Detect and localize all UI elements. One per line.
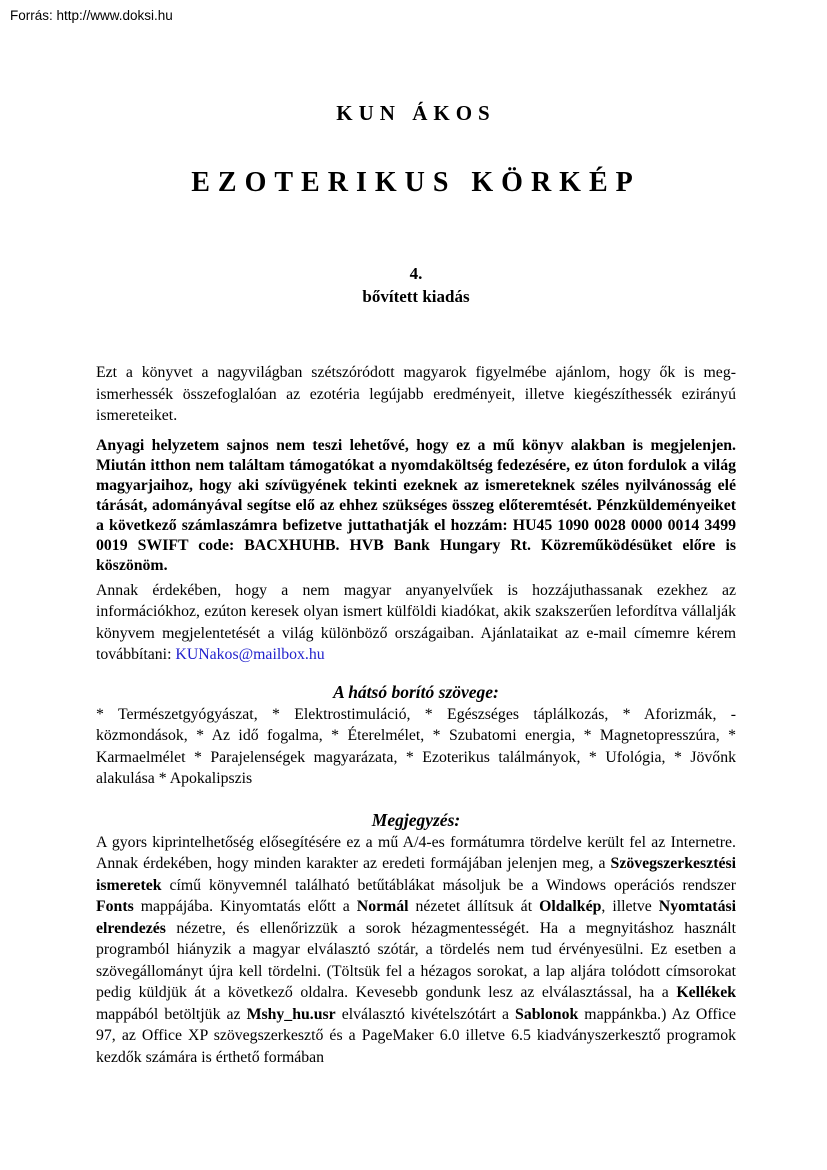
text-run: Annak érdekében, hogy a nem magyar anyanyelvűek is hozzájuthassanak ezekhez az információkhoz, ezúton keresek olyan ismert külföldi kiadókat, akik szakszerűen lefordítva vállalják könyvem megjelentetését a világ különböző országaiban. Ajánlataikat az e-mail címemre kérem továbbítani: [96,581,736,663]
text-run: elválasztó kivételszótárt a [335,1005,516,1023]
back-cover-topics: * Természetgyógyászat, * Elektrostimuláció, * Egészséges táplálkozás, * Aforizmák, - közmondások, * Az idő fogalma, * Éterelmélet, * Szubatomi energia, * Magnetopresszúra, * Karmaelmélet * Parajelenségek magyarázata, * Ezoterikus találmányok, * Ufológia, * Jövőnk alakulása * Apokalipszis [96,705,736,787]
page-content [96,0,736,1068]
text-run: , illetve [601,898,659,915]
text-run: mappánkba.) Az Office 97, az Office XP szövegszerkesztő és a PageMaker 6.0 illetve 6.5 kiadványszerkesztő programok kezdők számára is érthető formában [96,1005,736,1066]
text-run: nézetre, és ellenőrizzük a sorok hézagmentességét. Ha a megnyitáshoz használt programból hiányzik a magyar elválasztó szótár, a tördelés nem tud érvényesülni. Ez esetben a szövegállományt újra kell tördelni. (Töltsük fel a hézagos sorokat, a lap aljára tolódott címsorokat pedig küldjük át a következő oldalra. Kevesebb gondunk lesz az elválasztással, ha a [96,919,736,1001]
paragraph-note [96,832,736,1069]
edition-number: 4. [409,264,423,283]
text-run: című könyvemnél található betűtáblákat másoljuk be a Windows operációs rendszer [161,876,736,894]
book-title: EZOTERIKUS KÖRKÉP [191,167,641,198]
paragraph-publishers [96,580,736,666]
bold-text-run: Normál [356,898,409,915]
bold-text-run: Mshy_hu.usr [246,1005,336,1023]
source-url-note: Forrás: http://www.doksi.hu [10,8,173,23]
text-run: A gyors kiprintelhetőség elősegítésére ez a mű A/4-es formátumra tördelve került fel az Internetre. Annak érdekében, hogy minden karakter az eredeti formájában jelenjen meg, a [96,833,736,872]
paragraph-dedication: Ezt a könyvet a nagyvilágban szétszóródott magyarok figyelmébe ajánlom, hogy ők is megismerhessék összefoglalóan az ezotéria legújabb eredményeit, illetve kiegészíthessék ezirányú ismereteiket. [96,364,736,424]
note-heading: Megjegyzés: [371,809,461,830]
text-run: mappából betöltjük az [96,1005,247,1023]
edition-info [96,262,736,308]
email-link[interactable]: KUNakos@mailbox.hu [175,646,325,663]
bold-text-run: Szövegszerkesztési ismeretek [96,855,736,894]
bold-text-run: Oldalkép [539,898,602,915]
text-run: mappájába. Kinyomtatás előtt a [133,898,357,915]
bold-text-run: Sablonok [515,1005,579,1023]
bold-text-run: Nyomtatási elrendezés [96,898,736,937]
author-name: KUN ÁKOS [336,101,496,125]
paragraph-donation-request: Anyagi helyzetem sajnos nem teszi lehetővé, hogy ez a mű könyv alakban is megjelenjen. Miután itthon nem találtam támogatókat a nyomdaköltség fedezésére, ez úton fordulok a világ magyarjaihoz, hogy aki szívügyének tekinti ezeknek az ismereteknek széles nyilvánosság elé tárását, adományával segítse elő az ehhez szükséges összeg előteremtését. Pénzküldeményeiket a következő számlaszámra befizetve juttathatják el hozzám: HU45 1090 0028 0000 0014 3499 0019 SWIFT code: BACXHUHB. HVB Bank Hungary Rt. Közreműködésüket előre is köszönöm. [96,436,736,574]
bold-text-run: Fonts [96,898,134,915]
back-cover-heading: A hátsó borító szövege: [333,681,499,702]
text-run: nézetet állítsuk át [408,898,540,915]
bold-text-run: Kellékek [676,984,736,1001]
edition-label: bővített kiadás [362,287,470,306]
